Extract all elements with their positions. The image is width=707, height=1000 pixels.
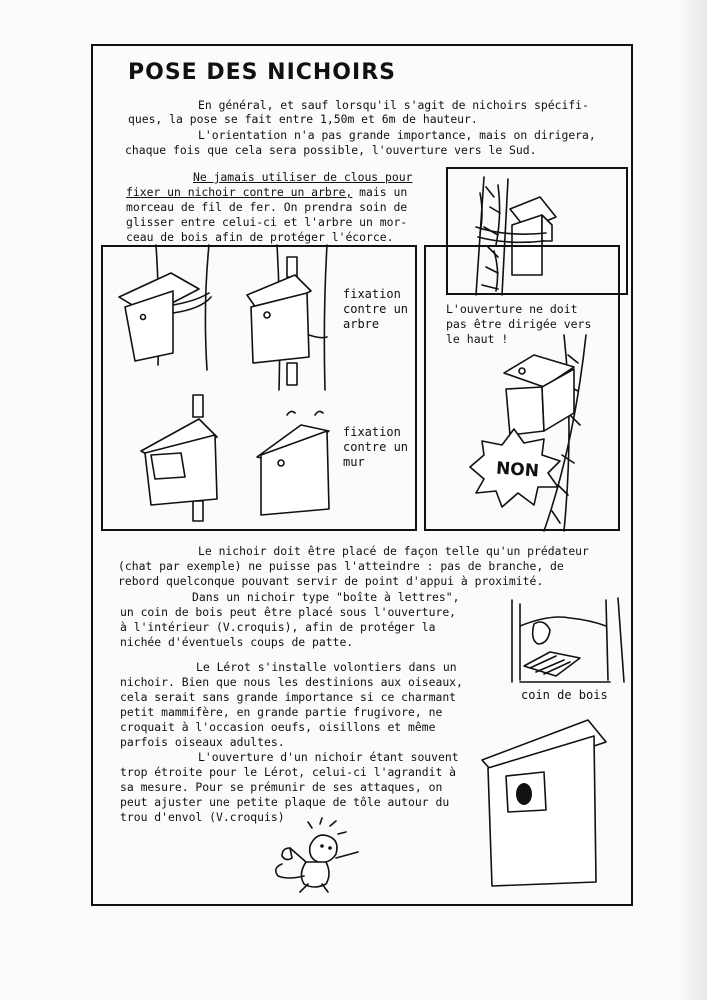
predator-line-3: rebord quelconque pouvant servir de point d'appui à proximité.	[118, 574, 544, 588]
warning-line-2-underlined: fixer un nichoir contre un arbre,	[126, 185, 353, 199]
coin-de-bois-drawing	[510, 596, 628, 684]
intro-line-2: ques, la pose se fait entre 1,50m et 6m de hauteur.	[128, 112, 478, 126]
predator-line-5: un coin de bois peut être placé sous l'ouverture,	[120, 605, 457, 619]
predator-line-6: à l'intérieur (V.croquis), afin de protéger la	[120, 620, 436, 634]
wrong-orientation-drawing	[424, 245, 620, 531]
lerot-line-10: peut ajuster une petite plaque de tôle autour du	[120, 795, 450, 809]
wall-fixation-label: fixation contre un mur	[343, 425, 409, 469]
predator-line-7: nichée d'éventuels coups de patte.	[120, 635, 354, 649]
predator-line-4: Dans un nichoir type "boîte à lettres",	[192, 590, 460, 604]
nichoir-with-plate-drawing	[478, 712, 610, 890]
lerot-line-7: L'ouverture d'un nichoir étant souvent	[198, 750, 459, 764]
lerot-line-1: Le Lérot s'installe volontiers dans un	[196, 660, 457, 674]
predator-line-1: Le nichoir doit être placé de façon telle qu'un prédateur	[198, 544, 589, 558]
lerot-line-6: parfois oiseaux adultes.	[120, 735, 285, 749]
non-label: NON	[495, 458, 540, 482]
lerot-line-2: nichoir. Bien que nous les destinions aux oiseaux,	[120, 675, 463, 689]
lerot-line-8: trop étroite pour le Lérot, celui-ci l'agrandit à	[120, 765, 457, 779]
warning-line-2-rest: mais un	[352, 185, 408, 199]
lerot-line-5: croquait à l'occasion oeufs, oisillons et même	[120, 720, 436, 734]
intro-line-1: En général, et sauf lorsqu'il s'agit de nichoirs spécifi-	[198, 98, 589, 112]
lerot-line-3: cela serait sans grande importance si ce charmant	[120, 690, 457, 704]
lerot-cartoon	[270, 818, 365, 892]
warning-line-2	[126, 185, 407, 200]
scan-shadow	[677, 0, 707, 1000]
lerot-line-11: trou d'envol (V.croquis)	[120, 810, 285, 824]
intro-line-4: chaque fois que cela sera possible, l'ouverture vers le Sud.	[125, 143, 537, 157]
lerot-line-9: sa mesure. Pour se prémunir de ses attaques, on	[120, 780, 443, 794]
coin-de-bois-label: coin de bois	[521, 688, 608, 702]
page-title: POSE DES NICHOIRS	[128, 60, 396, 85]
warning-line-3: morceau de fil de fer. On prendra soin de	[126, 200, 408, 214]
tree-fixation-label: fixation contre un arbre	[343, 287, 409, 331]
lerot-line-4: petit mammifère, en grande partie frugivore, ne	[120, 705, 443, 719]
warning-line-5: ceau de bois afin de protéger l'écorce.	[126, 230, 394, 244]
wrong-orientation-caption: L'ouverture ne doit pas être dirigée vers le haut !	[446, 302, 592, 346]
predator-line-2: (chat par exemple) ne puisse pas l'atteindre : pas de branche, de	[118, 559, 564, 573]
intro-line-3: L'orientation n'a pas grande importance, mais on dirigera,	[198, 128, 596, 142]
warning-line-4: glisser entre celui-ci et l'arbre un mor-	[126, 215, 408, 229]
warning-line-1: Ne jamais utiliser de clous pour	[193, 170, 413, 184]
